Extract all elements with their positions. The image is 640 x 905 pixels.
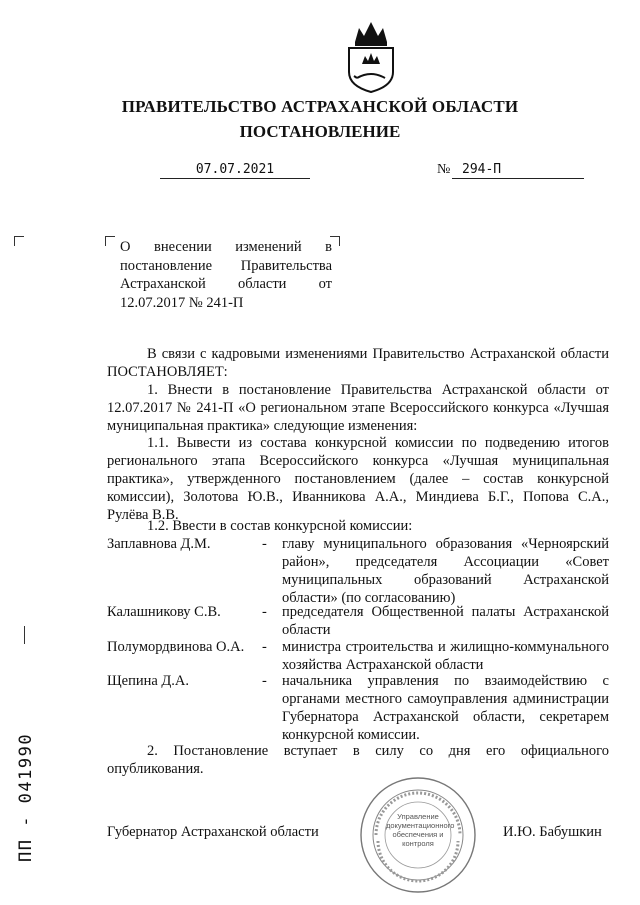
item-1-text: 1. Внести в постановление Правительства Астраханской области от 12.07.2017 № 241-П «О региональном этапе Всероссийского конкурса «Лучшая муниципальная практика» следующие изменения: (107, 382, 609, 434)
corner-mark-subject-left (105, 236, 115, 246)
number-label: № (437, 162, 451, 177)
member-description: начальника управления по взаимодействию с органами местного самоуправления администрации Губернатора Астраханской области, секретарем конкурсной комиссии. (282, 673, 609, 743)
member-description: министра строительства и жилищно-коммунального хозяйства Астраханской области (282, 639, 609, 673)
member-name: Калашникову С.В. (107, 604, 221, 620)
member-name: Щепина Д.А. (107, 673, 190, 689)
item-1-2-text: 1.2. Ввести в состав конкурсной комиссии: (147, 518, 413, 534)
item-1-1-paragraph (107, 434, 609, 524)
corner-mark-left (14, 236, 24, 246)
side-tick-mark (24, 626, 25, 644)
member-name: Заплавнова Д.М. (107, 536, 211, 552)
document-subject: О внесении изменений в постановление Правительства Астраханской области от 12.07.2017 № 241-П (120, 239, 332, 311)
government-title: ПРАВИТЕЛЬСТВО АСТРАХАНСКОЙ ОБЛАСТИ (121, 97, 519, 116)
member-dash: - (262, 673, 267, 689)
member-dash: - (262, 604, 267, 620)
signatory-name: И.Ю. Бабушкин (503, 824, 602, 840)
document-type: ПОСТАНОВЛЕНИЕ (239, 122, 401, 141)
member-description: главу муниципального образования «Черноярский район», председателя Ассоциации «Совет муниципальных образований Астраханской области» (по согласованию) (282, 536, 609, 606)
intro-paragraph (107, 345, 609, 381)
item-1-1-text: 1.1. Вывести из состава конкурсной комиссии по подведению итогов регионального этапа Всероссийского конкурса «Лучшая муниципальная практика», утвержденного постановлением (далее – состав конкурсной комиссии), Золотова Ю.В., Иванникова А.А., Миндиева Б.Г., Попова С.А., Рулёва В.В. (107, 435, 609, 523)
signatory-role: Губернатор Астраханской области (107, 824, 319, 840)
member-dash: - (262, 536, 267, 552)
document-number: 294-П (452, 162, 584, 179)
item-2-text: 2. Постановление вступает в силу со дня его официального опубликования. (107, 743, 609, 777)
document-date: 07.07.2021 (160, 162, 310, 179)
member-dash: - (262, 639, 267, 655)
stamp-inner-text: Управление документационного обеспечения и контроля (386, 812, 455, 848)
member-description: председателя Общественной палаты Астраханской области (282, 604, 609, 638)
intro-text: В связи с кадровыми изменениями Правительство Астраханской области ПОСТАНОВЛЯЕТ: (107, 346, 609, 380)
coat-of-arms-emblem (345, 20, 397, 94)
member-name: Полумордвинова О.А. (107, 639, 245, 655)
item-2-paragraph (107, 742, 609, 778)
item-1-2-paragraph (107, 517, 609, 535)
item-1-paragraph (107, 381, 609, 435)
side-serial-number: ПП - 041990 (16, 732, 36, 862)
